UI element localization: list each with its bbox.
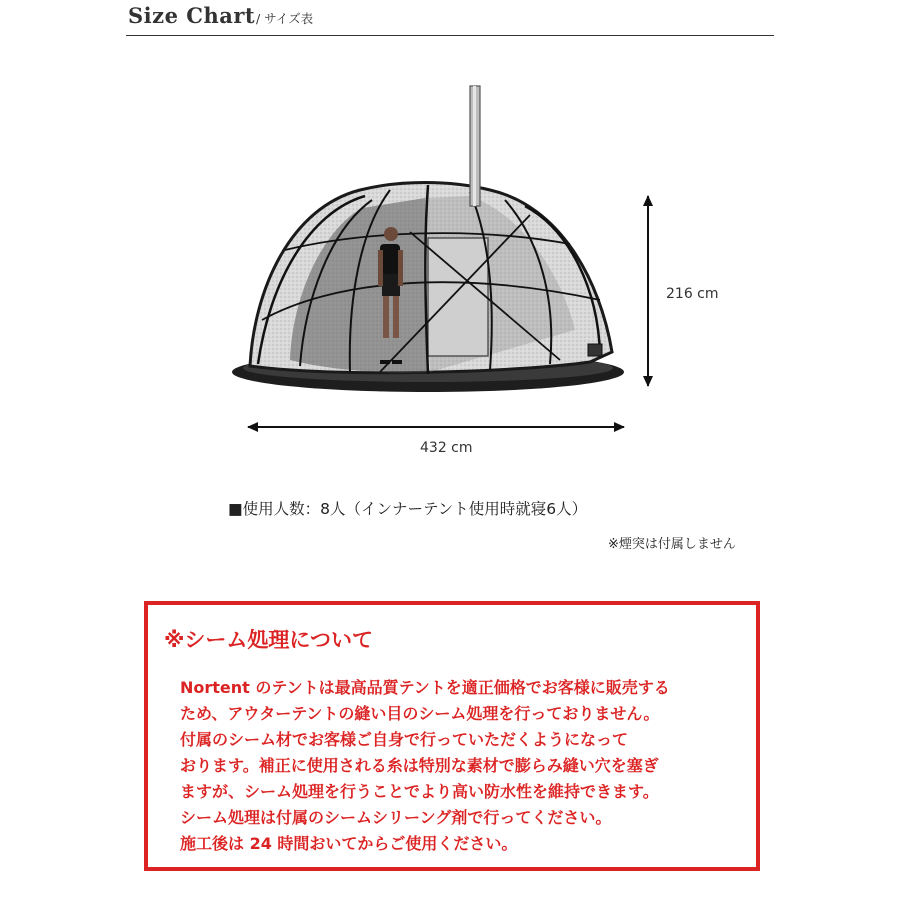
notice-line: Nortent のテントは最高品質テントを適正価格でお客様に販売する bbox=[180, 678, 670, 697]
notice-line: ますが、シーム処理を行うことでより高い防水性を維持できます。 bbox=[180, 782, 659, 801]
section-title: Size Chart bbox=[128, 3, 256, 28]
height-label: 216 cm bbox=[666, 286, 719, 302]
notice-line: おります。補正に使用される糸は特別な素材で膨らみ縫い穴を塞ぎ bbox=[180, 756, 659, 775]
notice-line: 付属のシーム材でお客様ご自身で行っていただくようになって bbox=[180, 730, 629, 749]
chimney-note: ※煙突は付属しません bbox=[608, 537, 736, 552]
section-subtitle: / サイズ表 bbox=[256, 11, 314, 26]
notice-line: ため、アウターテントの縫い目のシーム処理を行っておりません。 bbox=[180, 704, 660, 723]
width-label: 432 cm bbox=[420, 440, 473, 456]
capacity-text: ■使用人数：8人（インナーテント使用時就寝6人） bbox=[228, 500, 588, 518]
seam-notice-box bbox=[144, 601, 760, 871]
notice-body bbox=[180, 675, 670, 857]
notice-line: 施工後は 24 時間おいてからご使用ください。 bbox=[180, 834, 518, 853]
notice-title: ※シーム処理について bbox=[164, 628, 373, 652]
tent-drawing bbox=[232, 86, 624, 392]
notice-line: シーム処理は付属のシームシリーング剤で行ってください。 bbox=[180, 808, 612, 827]
